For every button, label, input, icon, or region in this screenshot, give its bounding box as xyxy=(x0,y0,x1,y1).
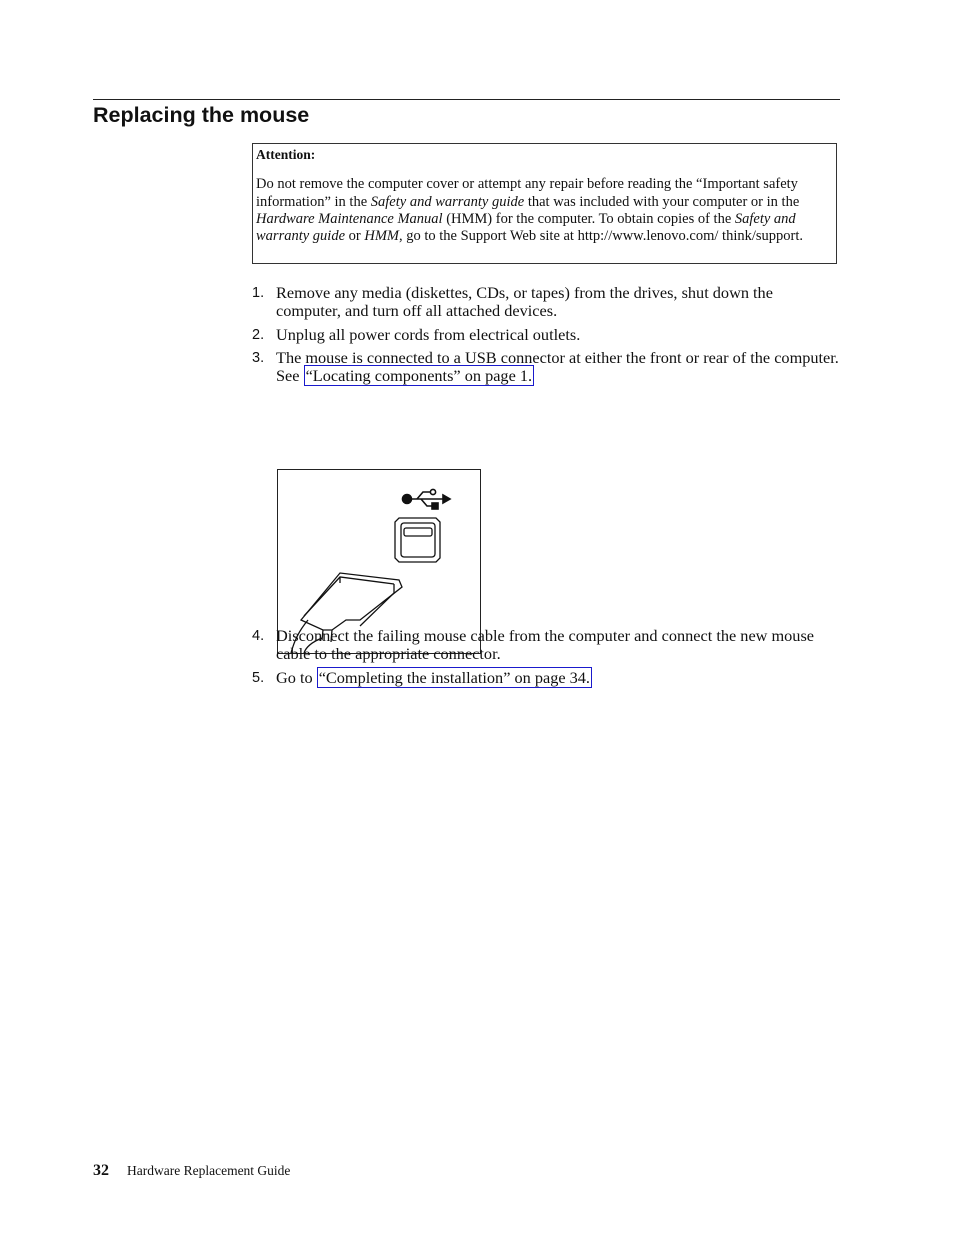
step-text: Unplug all power cords from electrical outlets. xyxy=(276,325,581,344)
attention-text-part: Safety and warranty guide xyxy=(370,193,525,210)
locating-components-link[interactable]: “Locating components” on page 1. xyxy=(305,366,533,385)
attention-text-part: that was included with your computer or in the xyxy=(524,193,800,210)
step-item xyxy=(250,349,840,627)
attention-text-part: or xyxy=(345,228,365,245)
page-footer xyxy=(93,1162,290,1180)
step-item xyxy=(250,326,840,349)
page-number: 32 xyxy=(93,1162,109,1179)
completing-installation-link[interactable]: “Completing the installation” on page 34. xyxy=(318,668,590,687)
usb-port xyxy=(395,518,440,562)
step-number: 4. xyxy=(252,628,265,644)
attention-box xyxy=(252,143,837,264)
step-number: 5. xyxy=(252,670,265,686)
step-text: Remove any media (diskettes, CDs, or tapes) from the drives, shut down the computer, and turn off all attached devices. xyxy=(276,283,773,320)
document-title: Hardware Replacement Guide xyxy=(127,1163,291,1178)
step-text: Go to xyxy=(276,668,317,687)
step-text: The mouse is connected to a USB connector at either the front or rear of the computer. See xyxy=(276,348,839,385)
procedure-steps xyxy=(250,284,840,687)
section-title: Replacing the mouse xyxy=(93,103,310,127)
attention-text-part: , go to the Support Web site at http://www.lenovo.com/ think/support. xyxy=(399,228,803,245)
attention-text-part: Do not remove the computer cover or attempt any repair before reading the “Important safety information” in the xyxy=(256,176,798,210)
attention-text-part: (HMM) for the computer. To obtain copies of the xyxy=(442,210,735,227)
usb-symbol-icon xyxy=(403,489,451,509)
section-rule xyxy=(93,99,840,100)
attention-label: Attention: xyxy=(256,147,316,162)
step-item xyxy=(250,669,840,687)
step-item xyxy=(250,627,840,669)
attention-text-part: Hardware Maintenance Manual xyxy=(256,210,443,227)
attention-text-part: Safety and warranty guide xyxy=(256,210,796,245)
attention-text-part: HMM xyxy=(364,228,399,245)
step-number: 2. xyxy=(252,327,265,343)
step-text: Disconnect the failing mouse cable from the computer and connect the new mouse cable to the appropriate connector. xyxy=(276,626,815,663)
step-number: 1. xyxy=(252,285,265,301)
step-item xyxy=(250,284,840,326)
step-number: 3. xyxy=(252,350,265,366)
attention-text xyxy=(256,176,830,245)
